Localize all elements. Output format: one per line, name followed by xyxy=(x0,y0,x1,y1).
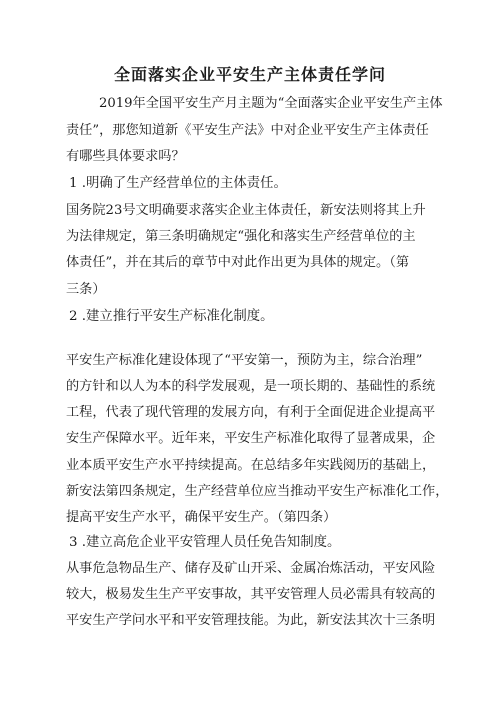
body-line: 较大，极易发生生产平安事故，其平安管理人员必需具有较高的 xyxy=(66,587,436,602)
body-line: 为法律规定，第三条明确规定“强化和落实生产经营单位的主 xyxy=(66,229,416,244)
section-heading: 3 .建立高危企业平安管理人员任免告知制度。 xyxy=(69,535,341,550)
intro-line: 责任”，那您知道新《平安生产法》中对企业平安生产主体责任 xyxy=(66,123,429,138)
body-line: 体责任”，并在其后的章节中对此作出更为具体的规定。（第 xyxy=(66,255,410,270)
body-line: 业本质平安生产水平持续提高。在总结多年实践阅历的基础上， xyxy=(66,458,436,473)
body-line: 从事危急物品生产、储存及矿山开采、金属冶炼活动，平安风险 xyxy=(66,561,436,576)
section-heading: 2 .建立推行平安生产标准化制度。 xyxy=(69,309,274,324)
body-line: 三条） xyxy=(66,282,106,297)
section-heading: 1 .明确了生产经营单位的主体责任。 xyxy=(69,176,287,191)
body-line: 平安生产学问水平和平安管理技能。为此，新安法其次十三条明 xyxy=(66,613,436,628)
body-line: 国务院23号文明确要求落实企业主体责任，新安法则将其上升 xyxy=(66,203,426,218)
body-line: 工程，代表了现代管理的发展方向，有利于全面促进企业提高平 xyxy=(66,405,436,420)
body-line: 提高平安生产水平，确保平安生产。（第四条） xyxy=(66,510,337,525)
intro-line: 有哪些具体要求吗？ xyxy=(66,149,185,164)
document-title: 全面落实企业平安生产主体责任学问 xyxy=(113,65,386,84)
body-line: 安生产保障水平。近年来，平安生产标准化取得了显著成果，企 xyxy=(66,431,436,446)
body-line: 平安生产标准化建设体现了“平安第一，预防为主，综合治理” xyxy=(66,353,423,368)
intro-line: 2019年全国平安生产月主题为“全面落实企业平安生产主体 xyxy=(99,96,443,111)
body-line: 新安法第四条规定，生产经营单位应当推动平安生产标准化工作， xyxy=(66,484,449,499)
body-line: 的方针和以人为本的科学发展观，是一项长期的、基础性的系统 xyxy=(66,379,436,394)
